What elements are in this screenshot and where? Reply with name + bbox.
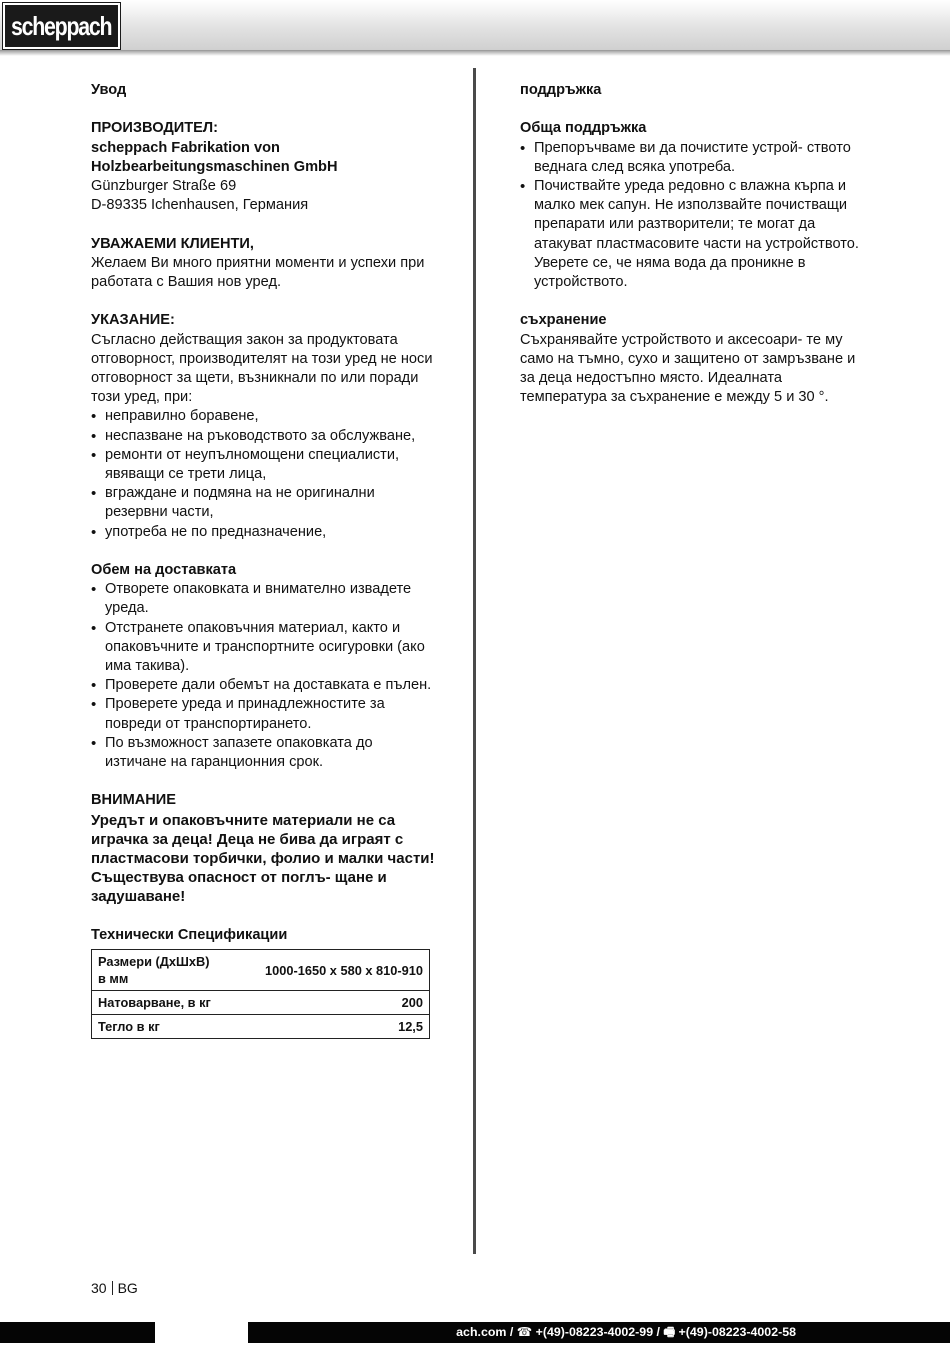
table-row	[92, 950, 430, 991]
delivery-title: Обем на доставката	[91, 562, 237, 579]
list-item: • Отстранете опаковъчния материал, както и опаковъчните и транспортните осигуровки (ако има такива).	[91, 619, 436, 677]
address-line-1: Günzburger Straße 69	[91, 178, 237, 194]
list-item: • Проверете уреда и принадлежностите за повреди от транспортирането.	[91, 695, 436, 733]
separator	[112, 1281, 113, 1295]
note-list	[91, 407, 436, 541]
specs-table	[91, 949, 430, 1039]
footer-contact: ach.com / ☎ +(49)-08223-4002-99 / 🖷 +(49)-08223-4002-58	[456, 1325, 796, 1339]
language-code: BG	[117, 1280, 138, 1296]
header-shadow	[0, 50, 950, 56]
spec-value: 200	[224, 991, 430, 1015]
page-number-value: 30	[91, 1280, 107, 1296]
note-title: УКАЗАНИЕ:	[91, 312, 175, 329]
list-item: • Проверете дали обемът на доставката е пълен.	[91, 676, 436, 695]
list-item: • вграждане и подмяна на не оригинални резервни части,	[91, 484, 436, 522]
list-item: • ремонти от неупълномощени специалисти, явяващи се трети лица,	[91, 446, 436, 484]
storage-text: Съхранявайте устройството и аксесоари- те му само на тъмно, сухо и защитено от замръзване и за деца недостъпно място. Идеалната температура за съхранение е между 5 и 30 °.	[520, 331, 856, 406]
right-column	[520, 81, 870, 407]
table-row	[92, 1015, 430, 1039]
manufacturer-label: ПРОИЗВОДИТЕЛ:	[91, 120, 218, 137]
footer-bar	[0, 1322, 950, 1343]
list-item: • употреба не по предназначение,	[91, 523, 436, 542]
manufacturer-name-line-2: Holzbearbeitungsmaschinen GmbH	[91, 158, 338, 175]
storage-title: съхранение	[520, 312, 607, 329]
list-item: • неправилно боравене,	[91, 407, 436, 426]
spec-label: Натоварване, в кг	[92, 991, 225, 1015]
specs-title: Технически Спецификации	[91, 926, 288, 943]
list-item: • Препоръчваме ви да почистите устрой- ството веднага след всяка употреба.	[520, 139, 870, 177]
logo-text: scheppach	[11, 10, 112, 41]
list-item: • По възможност запазете опаковката до изтичане на гаранционния срок.	[91, 734, 436, 772]
delivery-list	[91, 580, 436, 772]
brand-logo	[3, 3, 120, 49]
list-item: • Отворете опаковката и внимателно извадете уреда.	[91, 580, 436, 618]
general-maintenance-title: Обща поддръжка	[520, 120, 647, 137]
spec-value: 12,5	[224, 1015, 430, 1039]
intro-title: Увод	[91, 82, 127, 98]
maintenance-title: поддръжка	[520, 82, 602, 98]
dear-customers-title: УВАЖАЕМИ КЛИЕНТИ,	[91, 235, 254, 252]
general-maintenance-list	[520, 139, 870, 293]
table-row	[92, 991, 430, 1015]
note-text: Съгласно действащия закон за продуктовата отговорност, производителят на този уред не носи отговорност за щети, възникнали по или поради този уред, при:	[91, 331, 433, 406]
warning-title: ВНИМАНИЕ	[91, 792, 177, 809]
spec-label: Размери (ДхШхВ) в мм	[92, 950, 225, 991]
footer-gap	[155, 1322, 248, 1343]
list-item: • неспазване на ръководството за обслужване,	[91, 427, 436, 446]
spec-value: 1000-1650 x 580 x 810-910	[224, 950, 430, 991]
column-divider	[473, 68, 476, 1254]
list-item: • Почиствайте уреда редовно с влажна кърпа и малко мек сапун. Не използвайте почистващи препарати или разтворители; те могат да атакуват пластмасовите части на устройството. Уверете се, че няма вода да проникне в устройството.	[520, 177, 870, 292]
dear-customers-text: Желаем Ви много приятни моменти и успехи при работата с Вашия нов уред.	[91, 254, 425, 290]
manufacturer-name-line-1: scheppach Fabrikation von	[91, 139, 280, 156]
spec-label: Тегло в кг	[92, 1015, 225, 1039]
address-line-2: D-89335 Ichenhausen, Германия	[91, 197, 309, 214]
left-column	[91, 81, 436, 1039]
page-header	[0, 0, 950, 51]
warning-text: Уредът и опаковъчните материали не са играчка за деца! Деца не бива да играят с пластмасови торбички, фолио и малки части! Съществува опасност от поглъ- щане и задушаване!	[91, 811, 435, 906]
page-number	[91, 1280, 138, 1296]
